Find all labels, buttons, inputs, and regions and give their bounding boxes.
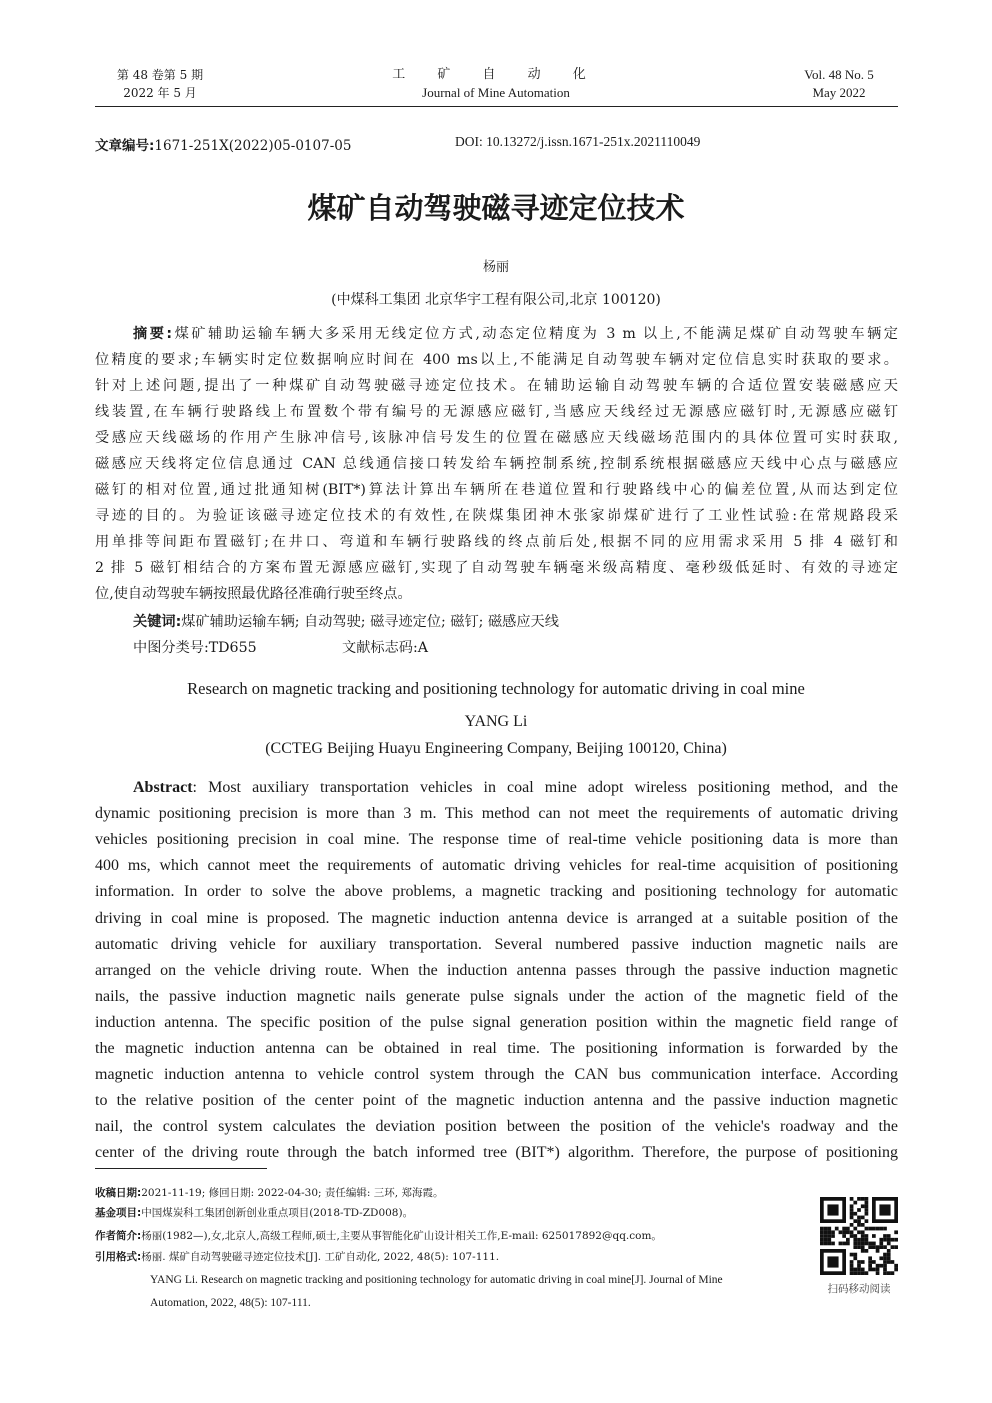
received-value: 2021-11-19; 修回日期: 2022-04-30; 责任编辑: 三环, 郑海霞。 [141, 1187, 444, 1199]
abstract-zh-line [95, 581, 898, 607]
abstract-en-line [95, 1062, 898, 1088]
article-number-label: 文章编号: [95, 138, 155, 154]
citation-en-line1: YANG Li. Research on magnetic tracking and positioning technology for automatic driving in coal mine[J]. Journal of Mine [150, 1274, 723, 1286]
citation-zh: 杨丽. 煤矿自动驾驶磁寻迹定位技术[J]. 工矿自动化, 2022, 48(5): 107-111. [141, 1251, 500, 1263]
abstract-zh-text: 2 排 5 磁钉相结合的方案布置无源感应磁钉,实现了自动驾驶车辆毫米级高精度、毫秒级低延时、有效的寻迹定 [95, 560, 898, 576]
abstract-en-line [95, 801, 898, 827]
abstract-zh-text: 受感应天线磁场的作用产生脉冲信号,该脉冲信号发生的位置在磁感应天线磁场范围内的具体位置可实时获取, [95, 430, 898, 446]
abstract-zh-line [95, 555, 898, 581]
abstract-en-line [95, 906, 898, 932]
qr-caption: 扫码移动阅读 [827, 1283, 891, 1295]
abstract-en-text: : Most auxiliary transportation vehicles in coal mine adopt wireless positioning method, and the [192, 779, 898, 796]
keywords-label: 关键词: [133, 614, 182, 630]
abstract-en-line [95, 879, 898, 905]
title-zh: 煤矿自动驾驶磁寻迹定位技术 [307, 191, 685, 225]
abstract-en-line [95, 984, 898, 1010]
footnote-citation [95, 1250, 499, 1264]
affiliation-zh: (中煤科工集团 北京华宇工程有限公司,北京 100120) [331, 292, 661, 308]
abstract-en-text: the magnetic induction antenna can be obtained in real time. The positioning information is forwarded by the [95, 1040, 898, 1057]
citation-en-line2: Automation, 2022, 48(5): 107-111. [150, 1297, 311, 1309]
abstract-zh-text: 针对上述问题,提出了一种煤矿自动驾驶磁寻迹定位技术。在辅助运输自动驾驶车辆的合适位置安装磁感应天 [95, 378, 898, 394]
footnote-received [95, 1186, 443, 1200]
clc-label: 中图分类号: [133, 640, 209, 656]
affiliation-en: (CCTEG Beijing Huayu Engineering Company, Beijing 100120, China) [265, 740, 727, 757]
abstract-en-text: induction antenna. The specific position of the pulse signal generation position within the magnetic field range of [95, 1013, 898, 1031]
issue-date-en: May 2022 [812, 85, 866, 100]
abstract-zh-text: 用单排等间距布置磁钉;在井口、弯道和车辆行驶路线的终点前后处,根据不同的应用需求采用 5 排 4 磁钉和 [95, 534, 898, 550]
author-en: YANG Li [464, 713, 528, 730]
title-en: Research on magnetic tracking and positioning technology for automatic driving in coal mine [187, 679, 805, 698]
issue-info-zh [95, 66, 225, 102]
fund-label: 基金项目: [95, 1207, 142, 1219]
citation-label: 引用格式: [95, 1251, 142, 1263]
document-code-value: A [417, 640, 428, 656]
bio-value: 杨丽(1982—),女,北京人,高级工程师,硕士,主要从事智能化矿山设计相关工作,E-mail: 625017892@qq.com。 [141, 1230, 662, 1242]
abstract-zh-text: 磁钉的相对位置,通过批通知树(BIT*)算法计算出车辆所在巷道位置和行驶路线中心的偏差位置,从而达到定位 [95, 482, 898, 498]
article-number-value: 1671-251X(2022)05-0107-05 [154, 138, 352, 154]
abstract-zh-text: 煤矿辅助运输车辆大多采用无线定位方式,动态定位精度为 3 m 以上,不能满足煤矿自动驾驶车辆定 [172, 326, 898, 342]
journal-name-zh: 工 矿 自 动 化 [392, 67, 600, 82]
abstract-zh-line [95, 503, 898, 529]
abstract-en-line [95, 1088, 898, 1114]
abstract-en-line [133, 775, 898, 801]
clc-value: TD655 [208, 640, 257, 656]
abstract-zh-line [95, 451, 898, 477]
abstract-zh-text: 寻迹的目的。为验证该磁寻迹定位技术的有效性,在陕煤集团神木张家峁煤矿进行了工业性试验:在常规路段采 [95, 508, 898, 524]
abstract-zh-line [133, 321, 898, 347]
abstract-en-text: automatic driving vehicle for auxiliary transportation. Several numbered passive induction magnetic nails are [95, 935, 898, 953]
abstract-en-text: dynamic positioning precision is more than 3 m. This method can not meet the requirements of automatic driving [95, 805, 898, 823]
abstract-en-text: nails, the passive induction magnetic nails generate pulse signals under the action of the magnetic field of the [95, 987, 898, 1005]
received-label: 收稿日期: [95, 1187, 142, 1199]
abstract-zh-line [95, 529, 898, 555]
author-zh: 杨丽 [482, 260, 509, 275]
abstract-en-text: arranged on the vehicle driving route. When the induction antenna passes through the passive induction magnetic [95, 961, 898, 979]
abstract-zh-label: 摘要: [133, 326, 173, 342]
keywords-value: 煤矿辅助运输车辆; 自动驾驶; 磁寻迹定位; 磁钉; 磁感应天线 [181, 614, 559, 630]
issue-volume-en: Vol. 48 No. 5 [804, 67, 874, 82]
abstract-en-text: magnetic induction antenna to vehicle control system through the CAN bus communication interface. According [95, 1066, 898, 1084]
abstract-en-line [95, 1010, 898, 1036]
document-code-label: 文献标志码: [342, 640, 418, 656]
abstract-en-line [95, 853, 898, 879]
abstract-zh-text: 位精度的要求;车辆实时定位数据响应时间在 400 ms以上,不能满足自动驾驶车辆对定位信息实时获取的要求。 [95, 352, 898, 368]
footnote-fund [95, 1206, 413, 1220]
abstract-zh-text: 位,使自动驾驶车辆按照最优路径准确行驶至终点。 [95, 586, 412, 602]
header-rule [95, 106, 898, 107]
abstract-en-text: to the relative position of the center point of the magnetic induction antenna and the passive induction magnetic [95, 1092, 898, 1110]
bio-label: 作者简介: [95, 1230, 142, 1242]
abstract-en-line [95, 958, 898, 984]
qr-code[interactable] [820, 1197, 898, 1275]
abstract-zh-text: 线装置,在车辆行驶路线上布置数个带有编号的无源感应磁钉,当感应天线经过无源感应磁钉时,无源感应磁钉 [95, 404, 898, 420]
keywords [133, 609, 559, 635]
abstract-en-text: 400 ms, which cannot meet the requirements of automatic driving vehicles for real-time acquisition of positioning [95, 857, 898, 875]
abstract-zh-line [95, 347, 898, 373]
abstract-en-line [95, 1036, 898, 1062]
journal-name-en: Journal of Mine Automation [422, 85, 570, 100]
fund-value: 中国煤炭科工集团创新创业重点项目(2018-TD-ZD008)。 [141, 1207, 414, 1219]
abstract-zh-line [95, 425, 898, 451]
issue-info-en [780, 66, 898, 102]
abstract-zh-line [95, 399, 898, 425]
issue-date-zh: 2022 年 5 月 [123, 86, 197, 100]
abstract-en-label: Abstract [133, 779, 193, 796]
abstract-en-line [95, 932, 898, 958]
clc-number [133, 635, 257, 661]
abstract-en-text: center of the driving route through the batch informed tree (BIT*) algorithm. Therefore, the purpose of positioning [95, 1144, 898, 1162]
footnote-rule [95, 1168, 267, 1169]
abstract-en-text: information. In order to solve the above problems, a magnetic tracking and positioning technology for automatic [95, 883, 898, 901]
article-number [95, 134, 351, 154]
abstract-en-text: driving in coal mine is proposed. The magnetic induction antenna device is arranged at a suitable position of the [95, 909, 898, 927]
issue-volume-zh: 第 48 卷第 5 期 [116, 68, 204, 82]
abstract-en-text: vehicles positioning precision in coal mine. The response time of real-time vehicle positioning data is more than [95, 831, 898, 849]
document-code [342, 635, 428, 661]
journal-name [346, 66, 646, 102]
abstract-en-line [95, 1140, 898, 1166]
abstract-zh-line [95, 373, 898, 399]
abstract-en-line [95, 1114, 898, 1140]
footnote-bio [95, 1229, 662, 1243]
abstract-en-text: nail, the control system calculates the deviation position between the position of the vehicle's roadway and the [95, 1118, 898, 1136]
abstract-en-line [95, 827, 898, 853]
doi: DOI: 10.13272/j.issn.1671-251x.2021110049 [455, 134, 701, 149]
abstract-zh-text: 磁感应天线将定位信息通过 CAN 总线通信接口转发给车辆控制系统,控制系统根据磁感应天线中心点与磁感应 [95, 456, 898, 472]
abstract-zh-line [95, 477, 898, 503]
